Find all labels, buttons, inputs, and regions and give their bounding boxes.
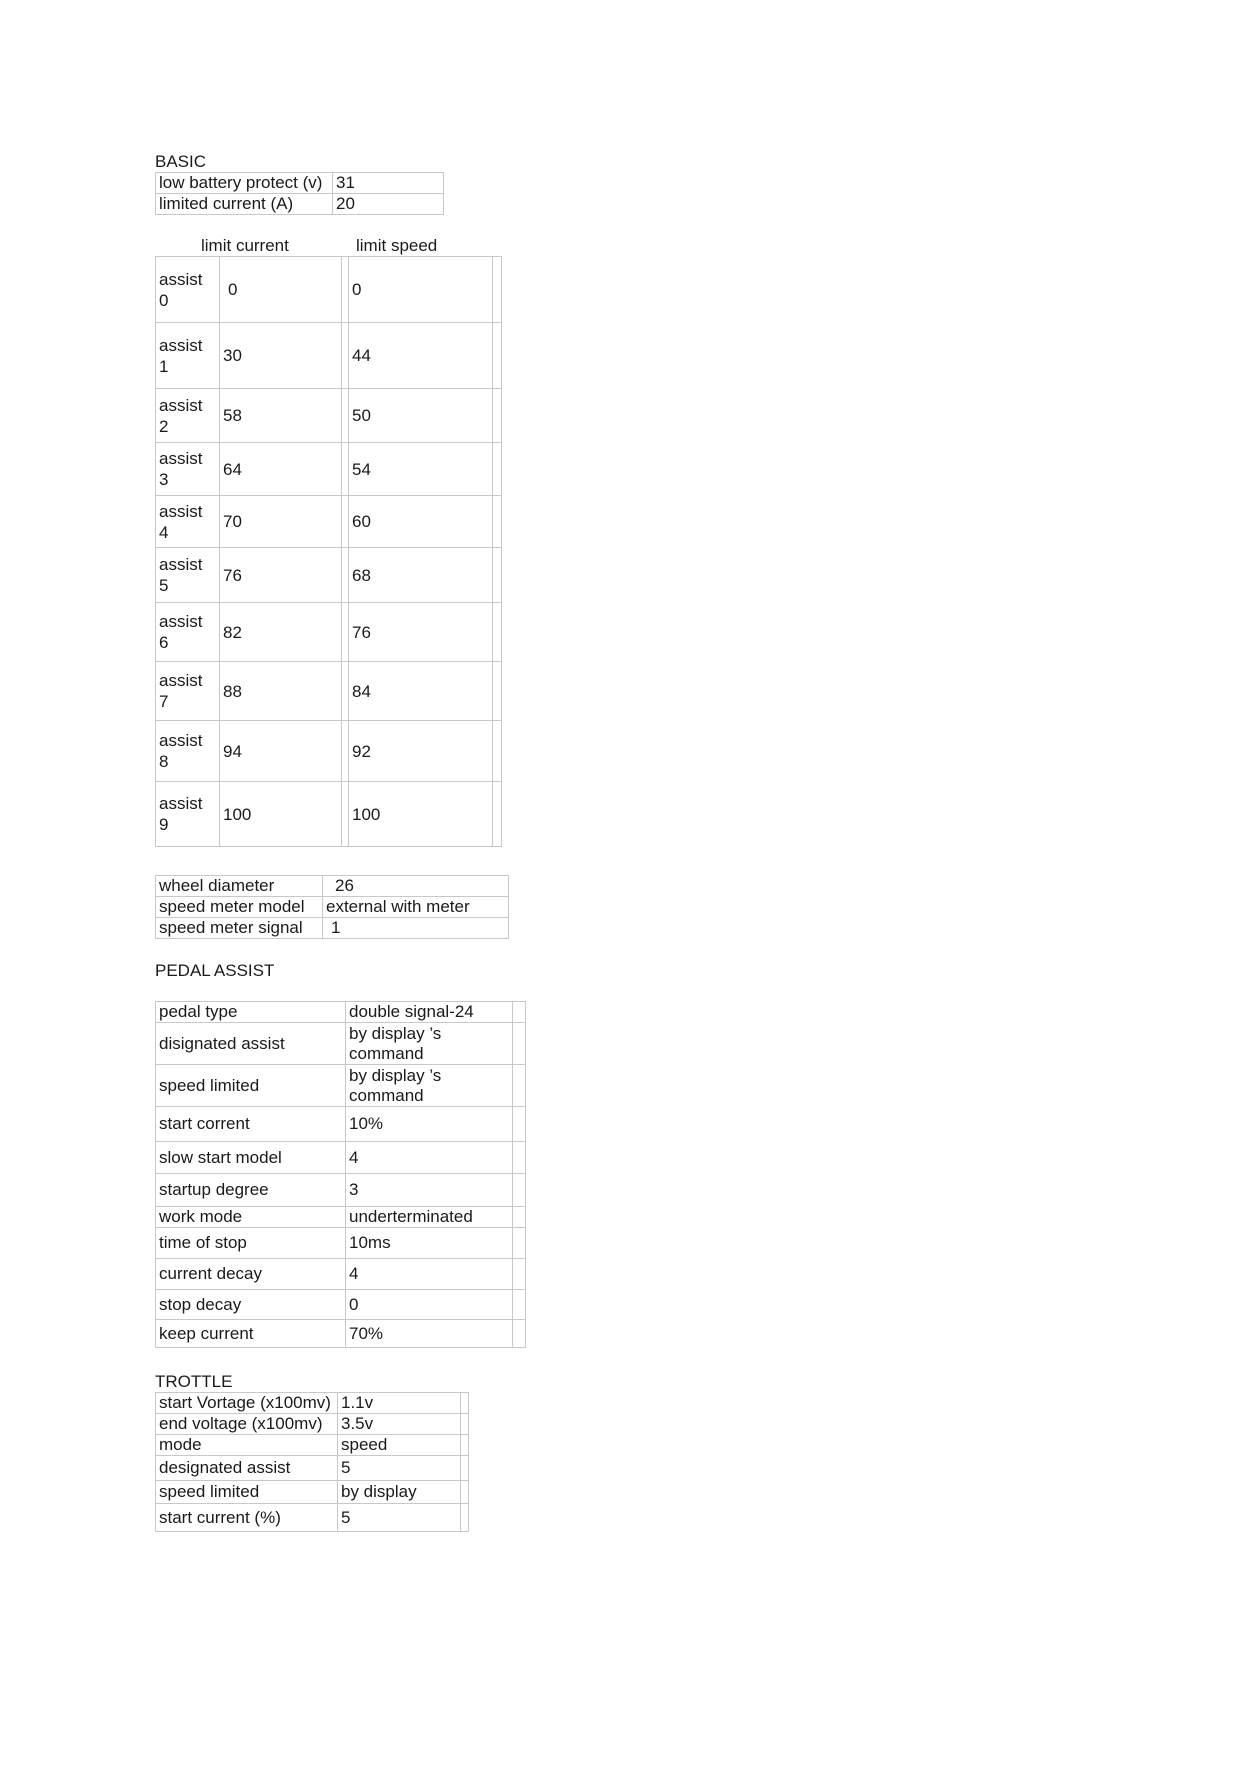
assist-limit-current: 70 (220, 496, 342, 548)
pedal-value: 3 (346, 1174, 513, 1207)
pedal-label: time of stop (156, 1228, 346, 1259)
assist-limit-current: 82 (220, 603, 342, 662)
assist-table (155, 256, 502, 847)
column-divider (342, 603, 349, 662)
column-divider (342, 721, 349, 782)
throttle-value: 5 (338, 1456, 461, 1481)
throttle-label: end voltage (x100mv) (156, 1414, 338, 1435)
pedal-table (155, 1001, 526, 1348)
table-row (156, 1002, 526, 1023)
throttle-table (155, 1392, 469, 1532)
assist-label-number: 4 (159, 522, 169, 542)
assist-level-label (156, 496, 220, 548)
wheel-label: speed meter model (156, 897, 323, 918)
column-divider (513, 1107, 526, 1142)
assist-label-number: 7 (159, 692, 169, 711)
assist-row (156, 603, 502, 662)
assist-limit-current: 94 (220, 721, 342, 782)
pedal-value: 4 (346, 1142, 513, 1174)
table-row (156, 194, 444, 215)
assist-limit-speed: 92 (349, 721, 493, 782)
column-divider (461, 1414, 469, 1435)
column-divider (513, 1290, 526, 1320)
pedal-label: startup degree (156, 1174, 346, 1207)
table-row (156, 1142, 526, 1174)
pedal-label: pedal type (156, 1002, 346, 1023)
pedal-value: 10ms (346, 1228, 513, 1259)
assist-limit-speed: 44 (349, 323, 493, 389)
assist-limit-current: 88 (220, 662, 342, 721)
table-row (156, 1259, 526, 1290)
assist-level-label (156, 662, 220, 721)
throttle-label: mode (156, 1435, 338, 1456)
assist-limit-current: 30 (220, 323, 342, 389)
wheel-value: 1 (323, 918, 509, 939)
throttle-value: 1.1v (338, 1393, 461, 1414)
column-divider (513, 1142, 526, 1174)
assist-limit-speed: 60 (349, 496, 493, 548)
column-divider (342, 662, 349, 721)
table-row (156, 1174, 526, 1207)
basic-value: 20 (333, 194, 444, 215)
throttle-value: 5 (338, 1504, 461, 1532)
assist-row (156, 257, 502, 323)
assist-label-number: 6 (159, 633, 169, 652)
assist-level-label (156, 782, 220, 847)
basic-label: low battery protect (v) (156, 173, 333, 194)
pedal-value: double signal-24 (346, 1002, 513, 1023)
assist-label-word: assist (159, 794, 203, 813)
assist-limit-current: 64 (220, 443, 342, 496)
column-divider (342, 782, 349, 847)
column-divider (513, 1023, 526, 1065)
assist-limit-speed: 84 (349, 662, 493, 721)
assist-row (156, 721, 502, 782)
assist-limit-speed: 54 (349, 443, 493, 496)
assist-limit-current: 76 (220, 548, 342, 603)
pedal-label: current decay (156, 1259, 346, 1290)
column-divider (461, 1456, 469, 1481)
assist-label-word: assist (159, 269, 203, 289)
assist-limit-speed: 76 (349, 603, 493, 662)
assist-label-number: 8 (159, 752, 169, 771)
column-divider (513, 1002, 526, 1023)
assist-limit-current: 58 (220, 389, 342, 443)
table-row (156, 1107, 526, 1142)
table-row (156, 918, 509, 939)
table-row (156, 1023, 526, 1065)
throttle-heading: TROTTLE (155, 1372, 233, 1391)
pedal-label: start corrent (156, 1107, 346, 1142)
assist-limit-current: 0 (220, 257, 342, 323)
throttle-label: start current (%) (156, 1504, 338, 1532)
pedal-value: 70% (346, 1320, 513, 1348)
pedal-heading: PEDAL ASSIST (155, 961, 275, 980)
assist-row (156, 443, 502, 496)
column-divider (461, 1435, 469, 1456)
pedal-value: 4 (346, 1259, 513, 1290)
column-divider (342, 389, 349, 443)
column-divider (342, 496, 349, 548)
assist-label-word: assist (159, 395, 203, 415)
table-row (156, 1320, 526, 1348)
throttle-value: by display (338, 1481, 461, 1504)
column-divider (513, 1259, 526, 1290)
assist-level-label (156, 721, 220, 782)
assist-limit-current: 100 (220, 782, 342, 847)
assist-label-word: assist (159, 555, 203, 574)
assist-label-number: 5 (159, 576, 169, 595)
assist-limit-speed: 50 (349, 389, 493, 443)
wheel-value: external with meter (323, 897, 509, 918)
assist-limit-speed: 68 (349, 548, 493, 603)
col-header-limit-speed: limit speed (356, 236, 438, 255)
assist-label-word: assist (159, 731, 203, 750)
column-divider (342, 323, 349, 389)
pedal-label: speed limited (156, 1065, 346, 1107)
throttle-label: start Vortage (x100mv) (156, 1393, 338, 1414)
assist-limit-speed: 0 (349, 257, 493, 323)
table-row (156, 173, 444, 194)
wheel-label: speed meter signal (156, 918, 323, 939)
assist-level-label (156, 323, 220, 389)
throttle-label: designated assist (156, 1456, 338, 1481)
table-row (156, 1228, 526, 1259)
assist-label-word: assist (159, 335, 203, 355)
pedal-value: 10% (346, 1107, 513, 1142)
throttle-value: speed (338, 1435, 461, 1456)
column-divider (493, 548, 502, 603)
column-divider (513, 1320, 526, 1348)
pedal-value: by display ’s command (346, 1023, 513, 1065)
assist-label-number: 2 (159, 416, 169, 436)
assist-row (156, 389, 502, 443)
basic-label: limited current (A) (156, 194, 333, 215)
table-row (156, 1290, 526, 1320)
table-row (156, 897, 509, 918)
col-header-limit-current: limit current (201, 236, 289, 255)
table-row (156, 1414, 469, 1435)
column-divider (342, 443, 349, 496)
assist-label-word: assist (159, 671, 203, 690)
pedal-value: 0 (346, 1290, 513, 1320)
wheel-table (155, 875, 509, 939)
pedal-label: slow start model (156, 1142, 346, 1174)
column-divider (493, 603, 502, 662)
assist-row (156, 548, 502, 603)
assist-row (156, 323, 502, 389)
column-divider (493, 496, 502, 548)
column-divider (493, 389, 502, 443)
column-divider (493, 443, 502, 496)
column-divider (342, 548, 349, 603)
assist-label-number: 9 (159, 815, 169, 834)
pedal-value: by display ’s command (346, 1065, 513, 1107)
assist-level-label (156, 389, 220, 443)
assist-row (156, 782, 502, 847)
column-divider (461, 1393, 469, 1414)
column-divider (493, 257, 502, 323)
table-row (156, 1207, 526, 1228)
column-divider (493, 323, 502, 389)
column-divider (493, 721, 502, 782)
column-divider (513, 1207, 526, 1228)
column-divider (493, 782, 502, 847)
wheel-label: wheel diameter (156, 876, 323, 897)
assist-label-word: assist (159, 449, 203, 468)
column-divider (513, 1174, 526, 1207)
assist-level-label (156, 548, 220, 603)
table-row (156, 1504, 469, 1532)
wheel-value: 26 (323, 876, 509, 897)
assist-label-word: assist (159, 612, 203, 631)
pedal-label: work mode (156, 1207, 346, 1228)
column-divider (342, 257, 349, 323)
column-divider (493, 662, 502, 721)
throttle-value: 3.5v (338, 1414, 461, 1435)
assist-label-word: assist (159, 501, 203, 521)
assist-limit-speed: 100 (349, 782, 493, 847)
table-row (156, 1456, 469, 1481)
table-row (156, 1393, 469, 1414)
table-row (156, 1065, 526, 1107)
column-divider (461, 1504, 469, 1532)
pedal-label: stop decay (156, 1290, 346, 1320)
assist-label-number: 1 (159, 356, 169, 376)
pedal-value: underterminated (346, 1207, 513, 1228)
table-row (156, 876, 509, 897)
assist-row (156, 496, 502, 548)
column-divider (513, 1065, 526, 1107)
assist-label-number: 3 (159, 470, 169, 489)
assist-level-label (156, 257, 220, 323)
assist-level-label (156, 443, 220, 496)
assist-row (156, 662, 502, 721)
throttle-label: speed limited (156, 1481, 338, 1504)
pedal-label: disignated assist (156, 1023, 346, 1065)
assist-label-number: 0 (159, 290, 169, 310)
column-divider (461, 1481, 469, 1504)
table-row (156, 1435, 469, 1456)
pedal-label: keep current (156, 1320, 346, 1348)
assist-level-label (156, 603, 220, 662)
table-row (156, 1481, 469, 1504)
column-divider (513, 1228, 526, 1259)
basic-value: 31 (333, 173, 444, 194)
basic-heading: BASIC (155, 152, 207, 171)
basic-table (155, 172, 444, 215)
